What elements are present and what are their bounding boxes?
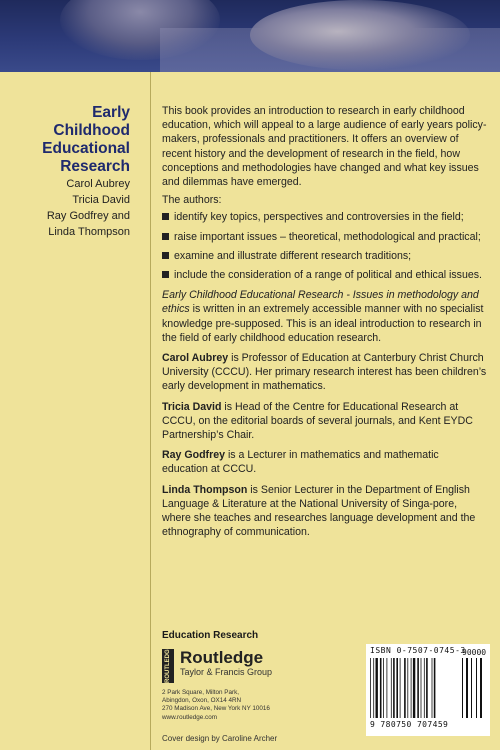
publisher-text (180, 649, 272, 677)
authors-lead: The authors: (162, 194, 222, 207)
bullet-square-icon (162, 213, 169, 220)
bio-paragraph (162, 400, 487, 443)
isbn-label: ISBN 0-7507-0745-3 (370, 646, 466, 655)
bullet-square-icon (162, 233, 169, 240)
summary-paragraph (162, 288, 487, 345)
bio-name: Tricia David (162, 400, 222, 413)
publisher-subtitle: Taylor & Francis Group (180, 667, 273, 677)
series-name: Education Research (162, 630, 259, 641)
publisher-name: Routledge (180, 648, 264, 667)
author-name: Ray Godfrey and (46, 210, 130, 222)
summary-text: is written in an extremely accessible manner with no specialist knowledge pre-supposed. This is an ideal introduction to research in the field of early childhood education research. (162, 303, 484, 344)
publisher-address (162, 689, 362, 722)
bio-name: Linda Thompson (162, 483, 248, 496)
bullet-item (162, 249, 487, 263)
price-barcode-icon (462, 658, 484, 718)
author-list (0, 176, 130, 240)
address-line: Abingdon, Oxon, OX14 4RN (162, 697, 242, 705)
bio-text: is Senior Lecturer in the Department of English Language & Literature at the National University of Singa-pore, where she teaches and researches language development and the ethnography of communication. (162, 483, 476, 539)
title-line: Educational (42, 140, 130, 157)
title-line: Childhood (53, 122, 130, 139)
bullet-text: identify key topics, perspectives and controversies in the field; (174, 211, 464, 224)
bullet-text: raise important issues – theoretical, methodological and practical; (174, 230, 481, 243)
bio-paragraph (162, 351, 487, 394)
bullet-square-icon (162, 252, 169, 259)
bio-text: is Head of the Centre for Educational Research at CCCU, on the editorial boards of several journals, and Kent EYDC Partnership’s Chair. (162, 400, 473, 442)
price-code: 90000 (462, 648, 487, 657)
bio-paragraph (162, 483, 487, 540)
bullet-text: include the consideration of a range of political and ethical issues. (174, 269, 482, 282)
author-name: Carol Aubrey (66, 178, 130, 190)
author-name: Tricia David (72, 194, 130, 206)
ean-number: 9 780750 707459 (370, 720, 449, 729)
hand-shape (250, 0, 470, 70)
bullet-text: examine and illustrate different research traditions; (174, 249, 412, 262)
publisher-logo-row (162, 645, 362, 683)
bullet-list (162, 210, 487, 282)
column-divider (150, 72, 151, 750)
bullet-item (162, 268, 487, 282)
bullet-item (162, 210, 487, 224)
bio-paragraph (162, 448, 487, 476)
book-title-italic: Early Childhood Educational Research - Issues in methodology and ethics (162, 289, 479, 316)
bullet-item (162, 230, 487, 244)
title-line: Early (92, 104, 130, 121)
cover-photo (0, 0, 500, 72)
bio-text: is Professor of Education at Canterbury Christ Church University (CCCU). Her primary research interest has been children’s early development in mathematics. (162, 352, 487, 393)
routledge-logo-icon: ROUTLEDGE (162, 649, 174, 683)
author-name: Linda Thompson (48, 226, 130, 238)
left-column (0, 72, 150, 750)
main-blurb (162, 104, 487, 545)
barcode-panel (366, 644, 490, 736)
bio-text: is a Lecturer in mathematics and mathematic education at CCCU. (162, 449, 439, 476)
bio-name: Carol Aubrey (162, 352, 229, 365)
intro-paragraph: This book provides an introduction to research in early childhood education, which will appeal to a large audience of early years policy-makers, professionals and practitioners. It offers an overview of recent history and the development of research in the field, how conceptions and methodologies have changed and what key issues and dilemmas have emerged. (162, 105, 487, 189)
cover-credit: Cover design by Caroline Archer (162, 733, 278, 743)
address-line: 2 Park Square, Milton Park, (162, 689, 239, 696)
barcode-icon (370, 658, 456, 718)
address-line: 270 Madison Ave, New York NY 10016 (162, 705, 270, 713)
title-line: Research (60, 158, 130, 175)
publisher-block (162, 630, 362, 743)
bullet-square-icon (162, 271, 169, 278)
book-title (0, 104, 130, 176)
bio-name: Ray Godfrey (162, 449, 225, 462)
address-line: www.routledge.com (162, 713, 217, 721)
